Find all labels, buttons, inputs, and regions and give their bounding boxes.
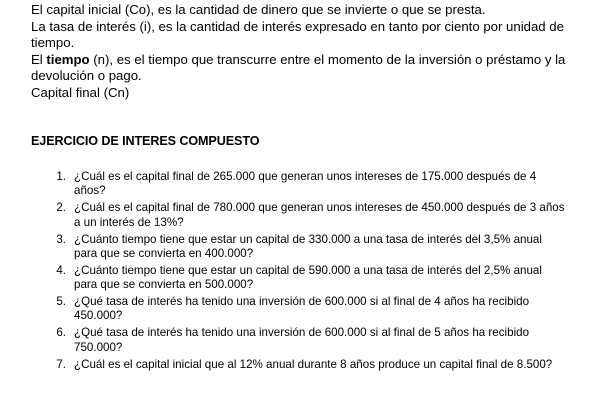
exercise-text: ¿Cuál es el capital final de 265.000 que generan unos intereses de 175.000 después de 4 años? [74, 170, 537, 198]
exercise-number: 1. [56, 170, 66, 183]
exercise-item [46, 295, 566, 324]
definition-capital-inicial: El capital inicial (Co), es la cantidad de dinero que se invierte o que se presta. [31, 2, 486, 17]
exercise-item [46, 264, 566, 293]
definition-tiempo-prefix: El [31, 51, 47, 67]
exercise-item [46, 201, 566, 230]
exercise-number: 3. [56, 232, 66, 246]
definition-tiempo-rest: (n), es el tiempo que transcurre entre el momento de la inversión o préstamo y la devolución o pago. [31, 51, 566, 84]
exercise-item [46, 326, 566, 355]
definition-tiempo-term: tiempo [46, 51, 90, 67]
exercise-number: 4. [56, 263, 66, 277]
exercise-text: ¿Cuánto tiempo tiene que estar un capital de 590.000 a una tasa de interés del 2,5% anual para que se convierta en 500.000? [74, 263, 542, 292]
exercise-item [46, 170, 566, 199]
section-heading: EJERCICIO DE INTERES COMPUESTO [31, 134, 260, 148]
exercise-text: ¿Cuál es el capital inicial que al 12% anual durante 8 años produce un capital final de 8.500? [74, 357, 553, 371]
exercise-text: ¿Cuánto tiempo tiene que estar un capital de 330.000 a una tasa de interés del 3,5% anual para que se convierta en 400.000? [74, 232, 542, 260]
definition-tasa-interes: La tasa de interés (i), es la cantidad de interés expresado en tanto por ciento por unidad de tiempo. [31, 18, 564, 51]
exercise-number: 6. [56, 326, 66, 340]
exercise-item [46, 358, 566, 372]
definition-capital-final: Capital final (Cn) [31, 84, 130, 100]
intro-definitions [31, 2, 591, 102]
exercise-item [46, 233, 566, 262]
exercise-text: ¿Cuál es el capital final de 780.000 que generan unos intereses de 450.000 después de 3 años a un interés de 13%? [74, 201, 565, 229]
exercise-text: ¿Qué tasa de interés ha tenido una inversión de 600.000 si al final de 5 años ha recibido 750.000? [74, 326, 530, 354]
exercise-number: 5. [56, 295, 66, 309]
definition-tiempo [31, 52, 591, 85]
exercise-number: 2. [56, 201, 66, 215]
exercise-number: 7. [56, 357, 66, 371]
exercise-text: ¿Qué tasa de interés ha tenido una inversión de 600.000 si al final de 4 años ha recibido 450.000? [74, 295, 530, 323]
exercise-list [46, 170, 566, 375]
